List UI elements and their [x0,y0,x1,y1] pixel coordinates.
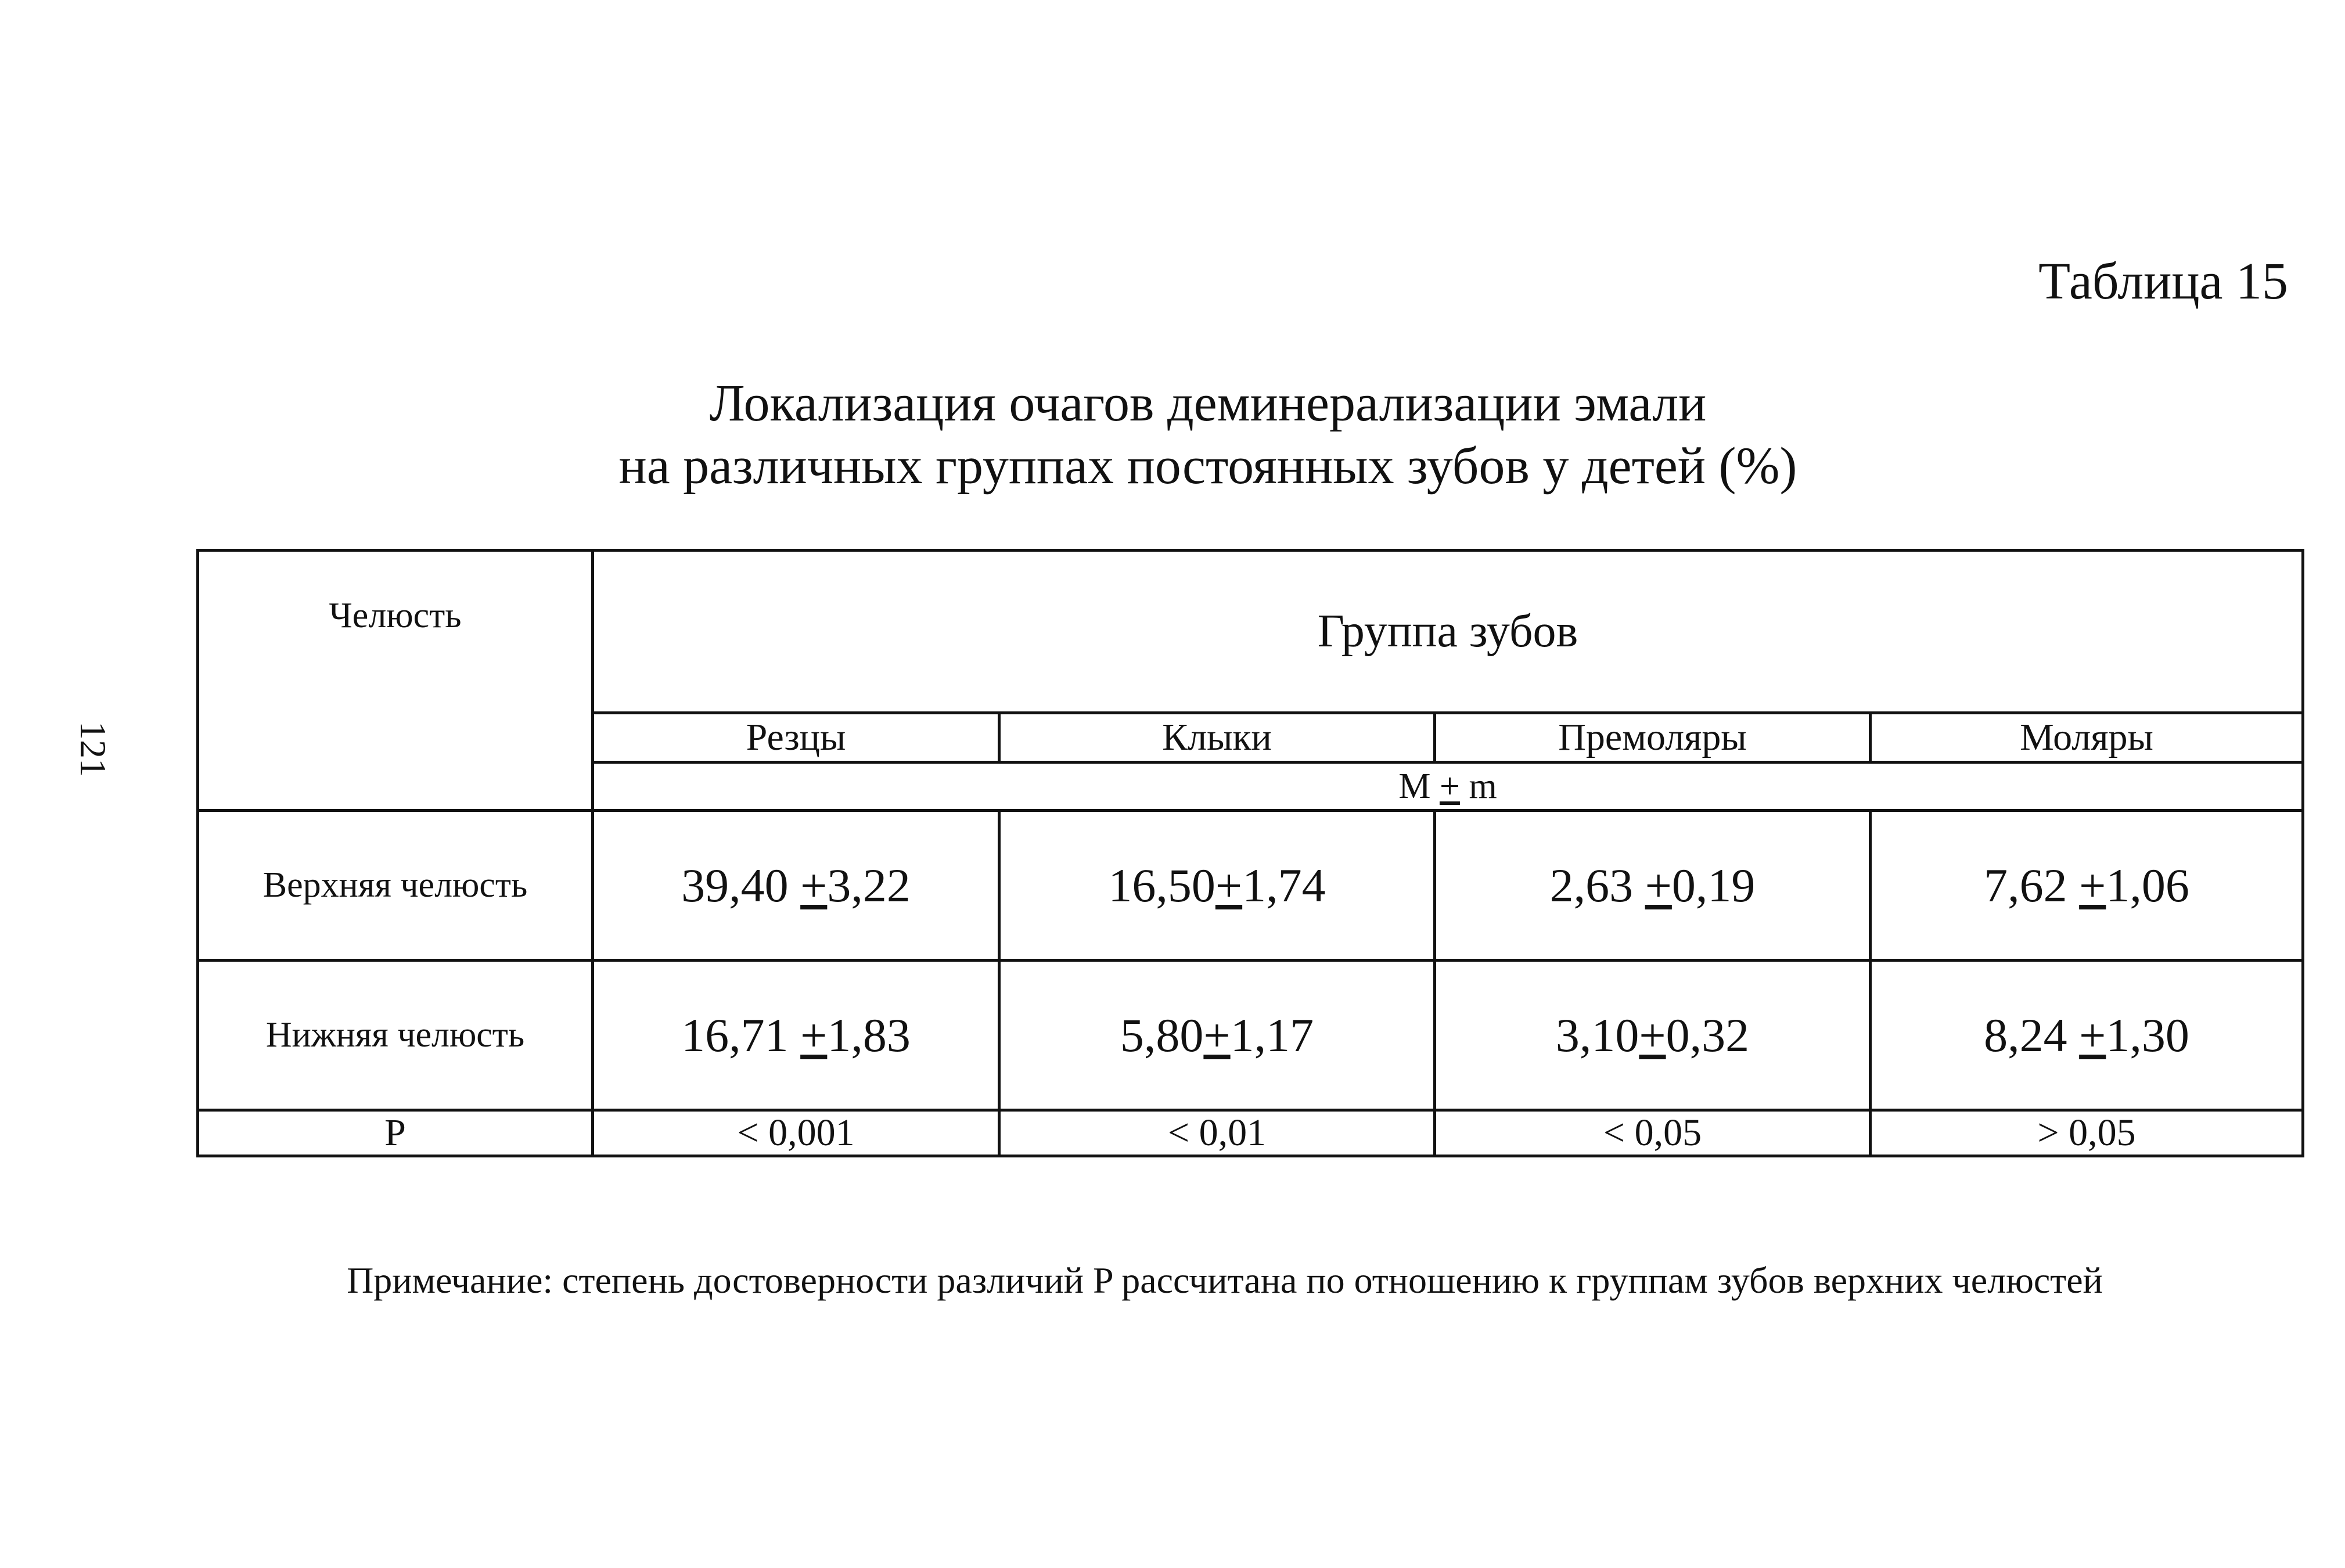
column-header-molars: Моляры [1871,713,2303,763]
column-header-premolars: Премоляры [1435,713,1871,763]
unit-header [593,763,2303,811]
row-label-p: P [198,1110,593,1156]
table-row-upper-jaw [198,811,2303,961]
teeth-group-header: Группа зубов [593,551,2303,713]
column-header-canines: Клыки [999,713,1435,763]
value-cell: 16,71 +1,83 [593,961,999,1110]
value-cell: 3,10+0,32 [1435,961,1871,1110]
page-number: 121 [73,721,114,777]
value-cell: 2,63 +0,19 [1435,811,1871,961]
value-cell: 16,50+1,74 [999,811,1435,961]
table-title-line-2: на различных группах постоянных зубов у детей (%) [618,437,1797,495]
table-title-line-1: Локализация очагов деминерализации эмали [709,375,1707,432]
p-value-cell: < 0,001 [593,1110,999,1156]
value-cell: 39,40 +3,22 [593,811,999,961]
table-label: Таблица 15 [2038,253,2288,310]
unit-mean: M [1398,767,1440,806]
value-cell: 8,24 +1,30 [1871,961,2303,1110]
jaw-header: Челюсть [198,551,593,811]
p-value-cell: > 0,05 [1871,1110,2303,1156]
data-table [196,549,2304,1157]
table-row-lower-jaw [198,961,2303,1110]
row-label-lower-jaw: Нижняя челюсть [198,961,593,1110]
p-value-cell: < 0,05 [1435,1110,1871,1156]
value-cell: 5,80+1,17 [999,961,1435,1110]
row-label-upper-jaw: Верхняя челюсть [198,811,593,961]
unit-error: m [1459,767,1497,806]
unit-plus-minus: + [1439,767,1460,806]
table-row-p [198,1110,2303,1156]
value-cell: 7,62 +1,06 [1871,811,2303,961]
column-header-incisors: Резцы [593,713,999,763]
table-note: Примечание: степень достоверности различий P рассчитана по отношению к группам зубов верхних челюстей [347,1260,2103,1301]
p-value-cell: < 0,01 [999,1110,1435,1156]
